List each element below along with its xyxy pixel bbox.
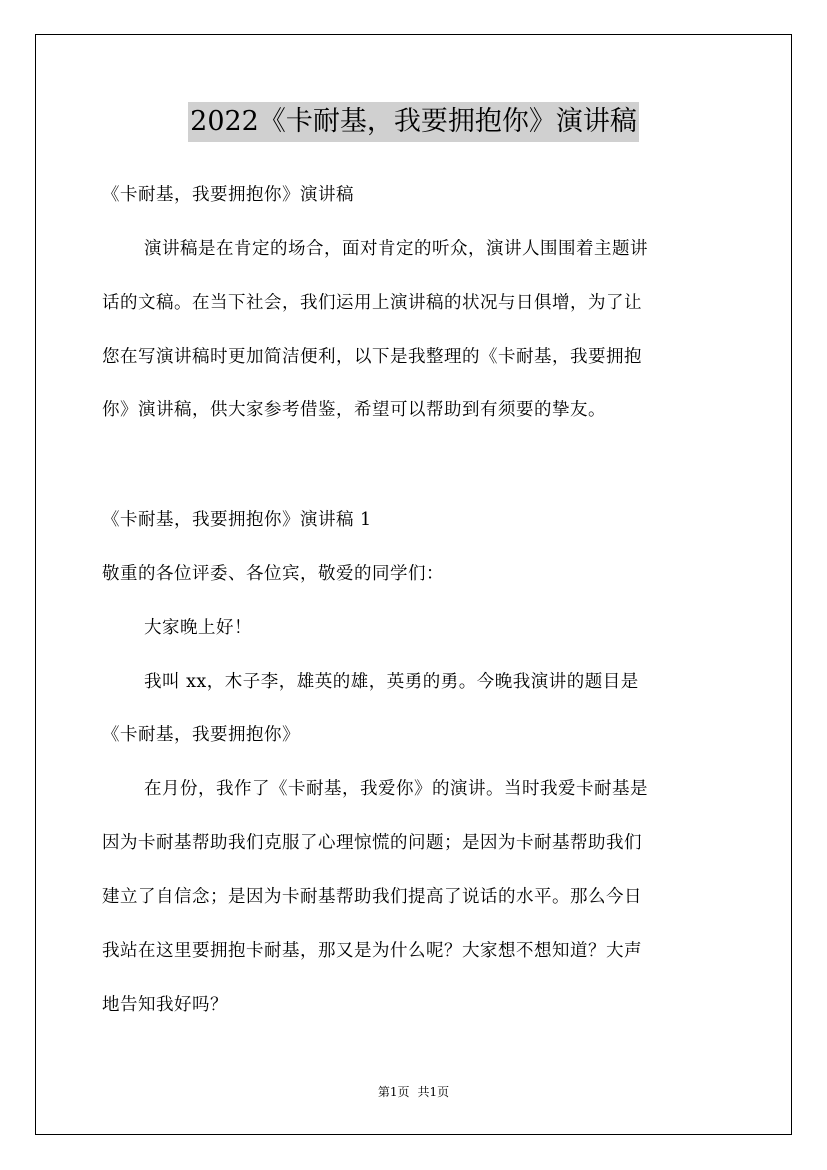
document-subtitle: 《卡耐基，我要拥抱你》演讲稿 bbox=[102, 185, 354, 205]
intro-line: 你》演讲稿，供大家参考借鉴，希望可以帮助到有须要的挚友。 bbox=[102, 400, 606, 420]
paragraph-line: 因为卡耐基帮助我们克服了心理惊慌的问题；是因为卡耐基帮助我们 bbox=[102, 833, 642, 853]
salutation: 敬重的各位评委、各位宾，敬爱的同学们： bbox=[102, 564, 444, 584]
intro-line: 话的文稿。在当下社会，我们运用上演讲稿的状况与日俱增，为了让 bbox=[102, 293, 642, 313]
intro-line: 演讲稿是在肯定的场合，面对肯定的听众，演讲人围围着主题讲 bbox=[144, 239, 648, 259]
section-heading: 《卡耐基，我要拥抱你》演讲稿 1 bbox=[102, 510, 372, 530]
paragraph-line: 建立了自信念；是因为卡耐基帮助我们提高了说话的水平。那么今日 bbox=[102, 887, 642, 907]
paragraph-line: 我站在这里要拥抱卡耐基，那又是为什么呢？大家想不想知道？大声 bbox=[102, 941, 642, 961]
greeting: 大家晚上好！ bbox=[144, 618, 252, 638]
paragraph-line: 在月份，我作了《卡耐基，我爱你》的演讲。当时我爱卡耐基是 bbox=[144, 779, 648, 799]
paragraph-line: 《卡耐基，我要拥抱你》 bbox=[102, 725, 300, 745]
paragraph-line: 地告知我好吗？ bbox=[102, 995, 228, 1015]
title-container bbox=[0, 102, 827, 142]
page-footer bbox=[0, 1082, 827, 1102]
paragraph-line: 我叫 xx，木子李，雄英的雄，英勇的勇。今晚我演讲的题目是 bbox=[144, 672, 639, 692]
page-total: 共1页 bbox=[417, 1085, 450, 1099]
document-title: 2022《卡耐基，我要拥抱你》演讲稿 bbox=[188, 102, 639, 142]
intro-line: 您在写演讲稿时更加简洁便利，以下是我整理的《卡耐基，我要拥抱 bbox=[102, 347, 642, 367]
page-number: 第1页 bbox=[377, 1085, 410, 1099]
